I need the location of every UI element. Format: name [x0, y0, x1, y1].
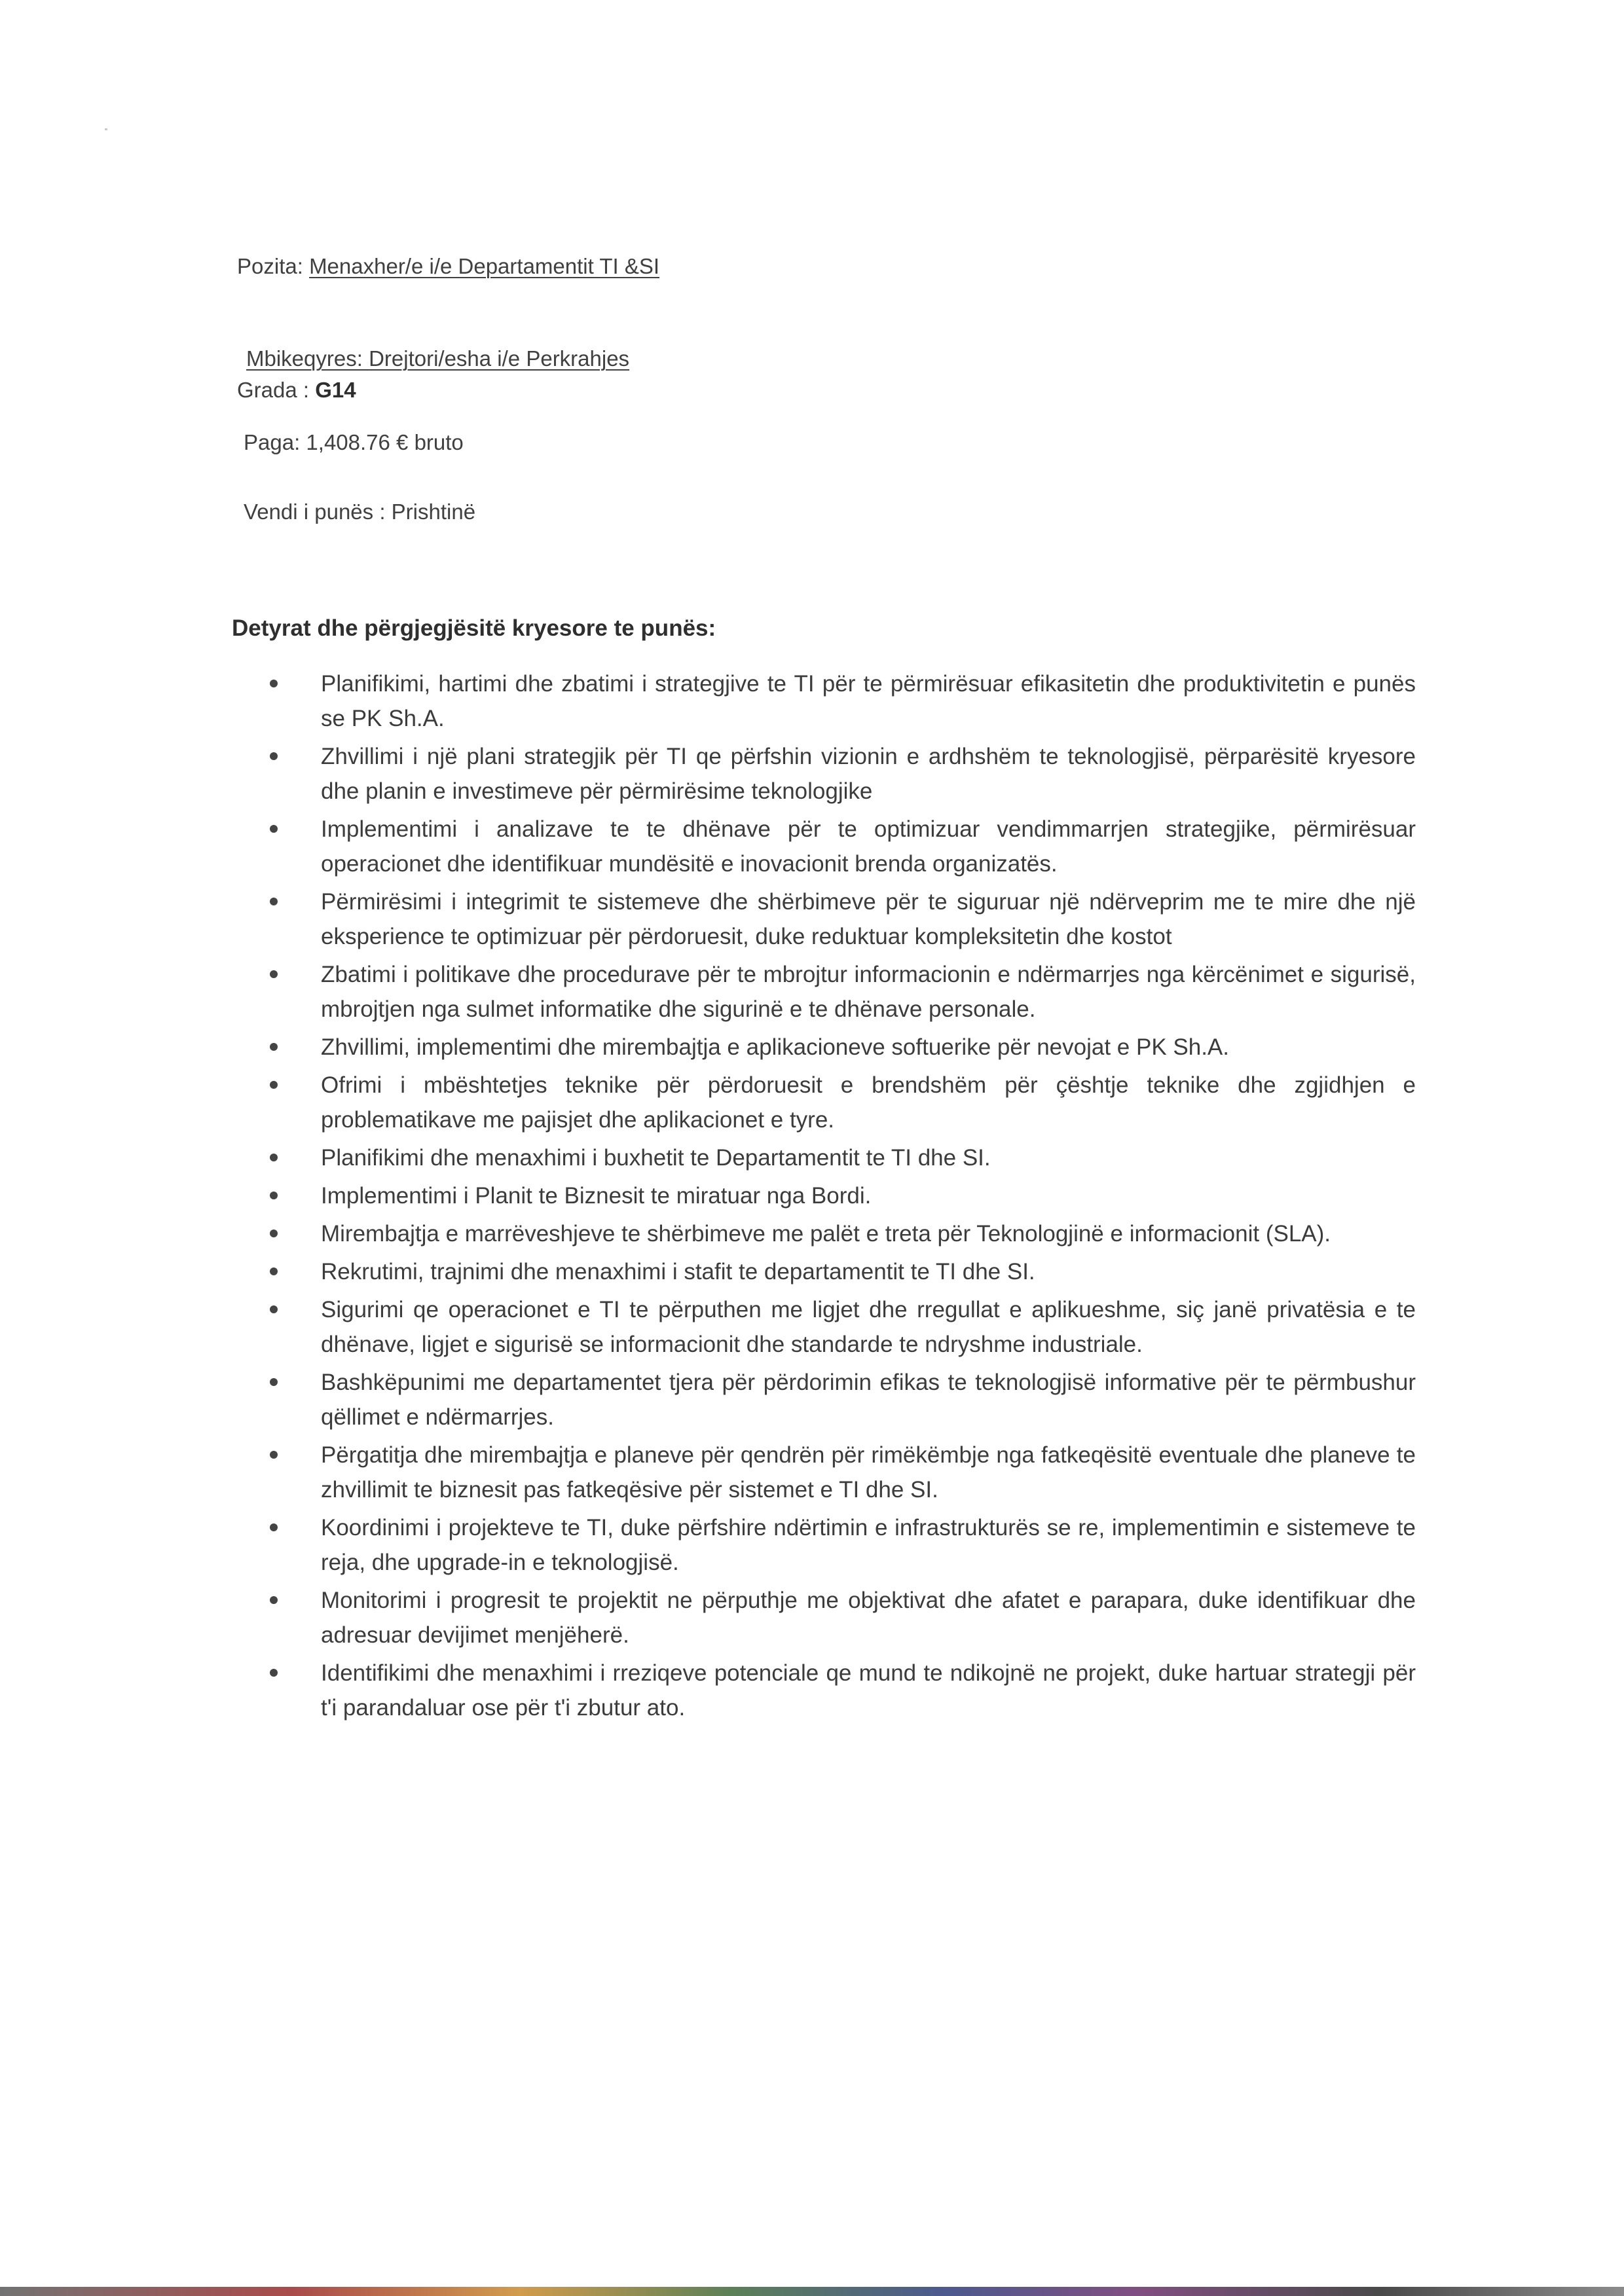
bullet-icon	[270, 1596, 278, 1604]
bullet-icon	[270, 1378, 278, 1386]
duty-item	[263, 739, 1416, 809]
duty-item	[263, 1030, 1416, 1065]
position-line	[237, 252, 659, 281]
duty-item	[263, 1254, 1416, 1289]
bullet-icon	[270, 898, 278, 905]
duty-item	[263, 812, 1416, 881]
duty-item	[263, 1292, 1416, 1362]
work-place-line	[244, 498, 475, 526]
duty-item	[263, 1583, 1416, 1652]
bullet-icon	[270, 825, 278, 833]
bullet-icon	[270, 1523, 278, 1531]
duty-text: Monitorimi i progresit te projektit ne përputhje me objektivat dhe afatet e parapara, duke identifikuar dhe adresuar devijimet menjëherë.	[321, 1588, 1416, 1648]
duty-item	[263, 1140, 1416, 1175]
bullet-icon	[270, 1192, 278, 1199]
duty-item	[263, 1068, 1416, 1137]
bullet-icon	[270, 1043, 278, 1051]
duty-text: Mirembajtja e marrëveshjeve te shërbimeve me palët e treta për Teknologjinë e informacionit (SLA).	[321, 1221, 1331, 1247]
bullet-icon	[270, 1451, 278, 1459]
position-value: Menaxher/e i/e Departamentit TI &SI	[309, 254, 660, 278]
duty-item	[263, 1365, 1416, 1434]
duties-section-title: Detyrat dhe përgjegjësitë kryesore te punës:	[232, 615, 716, 641]
scan-speck	[105, 128, 107, 130]
bullet-icon	[270, 1267, 278, 1275]
pay-label: Paga:	[244, 430, 306, 454]
duties-list	[263, 666, 1416, 1728]
bullet-icon	[270, 680, 278, 687]
grade-line	[237, 376, 356, 405]
bullet-icon	[270, 1081, 278, 1089]
duty-item	[263, 1510, 1416, 1580]
duty-item	[263, 666, 1416, 736]
duty-text: Koordinimi i projekteve te TI, duke përfshire ndërtimin e infrastrukturës se re, implementimin e sistemeve te reja, dhe upgrade-in e teknologjisë.	[321, 1515, 1416, 1575]
duty-text: Rekrutimi, trajnimi dhe menaxhimi i stafit te departamentit te TI dhe SI.	[321, 1259, 1035, 1285]
duty-item	[263, 1438, 1416, 1507]
pay-line	[244, 428, 464, 457]
grade-value: G14	[315, 378, 356, 402]
duty-text: Implementimi i Planit te Biznesit te miratuar nga Bordi.	[321, 1183, 872, 1209]
duty-item	[263, 1216, 1416, 1251]
pay-value: 1,408.76 € bruto	[306, 430, 464, 454]
grade-label: Grada :	[237, 378, 316, 402]
duty-item	[263, 1656, 1416, 1725]
bullet-icon	[270, 1669, 278, 1677]
work-place-label: Vendi i punës :	[244, 500, 392, 524]
duty-text: Përgatitja dhe mirembajtja e planeve për qendrën për rimëkëmbje nga fatkeqësitë eventuale dhe planeve te zhvillimit te biznesit pas fatkeqësive për sistemet e TI dhe SI.	[321, 1442, 1416, 1503]
duty-text: Zhvillimi, implementimi dhe mirembajtja e aplikacioneve softuerike për nevojat e PK Sh.A.	[321, 1034, 1229, 1060]
duty-text: Planifikimi dhe menaxhimi i buxhetit te Departamentit te TI dhe SI.	[321, 1145, 991, 1171]
duty-text: Identifikimi dhe menaxhimi i rreziqeve potenciale qe mund te ndikojnë ne projekt, duke hartuar strategji për t'i parandaluar ose për t'i zbutur ato.	[321, 1660, 1416, 1721]
duty-text: Zhvillimi i një plani strategjik për TI qe përfshin vizionin e ardhshëm te teknologjisë, përparësitë kryesore dhe planin e investimeve për përmirësime teknologjike	[321, 744, 1416, 804]
duty-text: Implementimi i analizave te te dhënave për te optimizuar vendimmarrjen strategjike, përmirësuar operacionet dhe identifikuar mundësitë e inovacionit brenda organizatës.	[321, 816, 1416, 877]
bullet-icon	[270, 1154, 278, 1161]
position-label: Pozita:	[237, 254, 310, 278]
duty-item	[263, 957, 1416, 1027]
duty-text: Përmirësimi i integrimit te sistemeve dhe shërbimeve për te siguruar një ndërveprim me te mire dhe një eksperience te optimizuar për përdoruesit, duke reduktuar kompleksitetin dhe kostot	[321, 889, 1416, 949]
duty-text: Bashkëpunimi me departamentet tjera për përdorimin efikas te teknologjisë informative për te përmbushur qëllimet e ndërmarrjes.	[321, 1370, 1416, 1430]
bullet-icon	[270, 970, 278, 978]
duty-item	[263, 1178, 1416, 1213]
scanner-edge-strip	[0, 2287, 1624, 2296]
duty-text: Ofrimi i mbështetjes teknike për përdoruesit e brendshëm për çështje teknike dhe zgjidhjen e problematikave me pajisjet dhe aplikacionet e tyre.	[321, 1072, 1416, 1133]
supervisor-label: Mbikeqyres:	[246, 346, 369, 371]
bullet-icon	[270, 1305, 278, 1313]
work-place-value: Prishtinë	[391, 500, 476, 524]
supervisor-value: Drejtori/esha i/e Perkrahjes	[369, 346, 630, 371]
bullet-icon	[270, 752, 278, 760]
supervisor-line	[246, 344, 629, 373]
duty-item	[263, 884, 1416, 954]
duty-text: Planifikimi, hartimi dhe zbatimi i strategjive te TI për te përmirësuar efikasitetin dhe produktivitetin e punës se PK Sh.A.	[321, 671, 1416, 731]
duty-text: Sigurimi qe operacionet e TI te përputhen me ligjet dhe rregullat e aplikueshme, siç janë privatësia e te dhënave, ligjet e sigurisë se informacionit dhe standarde te ndryshme industriale.	[321, 1297, 1416, 1357]
bullet-icon	[270, 1230, 278, 1237]
duty-text: Zbatimi i politikave dhe procedurave për te mbrojtur informacionin e ndërmarrjes nga kërcënimet e sigurisë, mbrojtjen nga sulmet informatike dhe sigurinë e te dhënave personale.	[321, 962, 1416, 1022]
